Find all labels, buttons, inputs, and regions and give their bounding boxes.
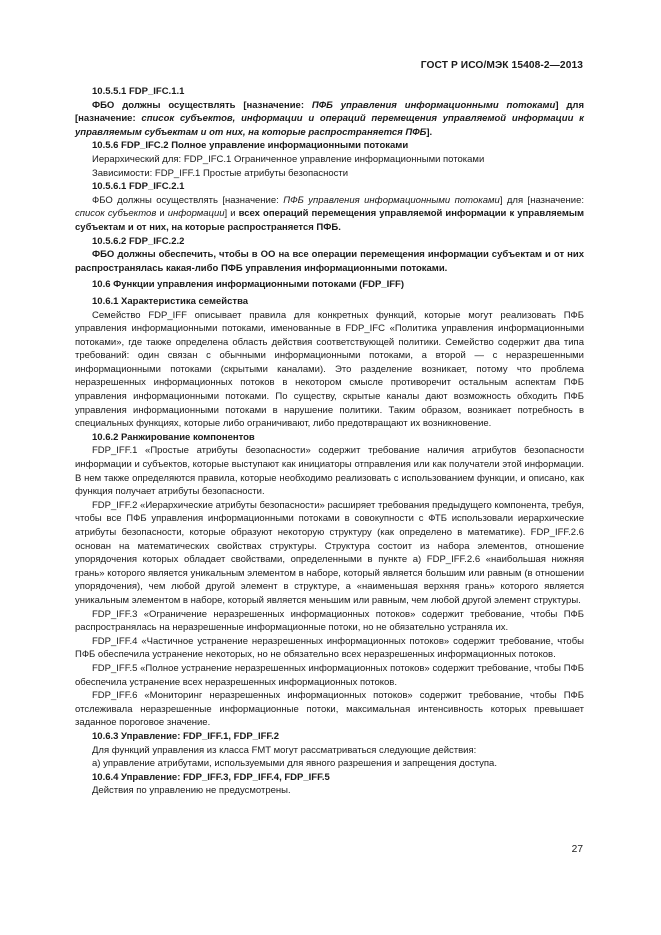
paragraph-fdp-ifc-2-2: ФБО должны обеспечить, чтобы в ОО на все операции перемещения информации субъектам и от них распространялась какая-либо ПФБ управления информационными потоками.	[75, 249, 584, 274]
list-item-management-a: а) управление атрибутами, используемыми для явного разрешения и запрещения доступа.	[92, 758, 497, 770]
paragraph-no-management: Действия по управлению не предусмотрены.	[92, 785, 291, 797]
paragraph-fdp-iff-4: FDP_IFF.4 «Частичное устранение неразрешенных информационных потоков» содержит требование, чтобы ПФБ обеспечила устранение некоторых, но не обязательно всех неразрешенных информационных потоков.	[75, 635, 584, 661]
paragraph-fdp-iff-3: FDP_IFF.3 «Ограничение неразрешенных информационных потоков» содержит требование, чтобы ПФБ распространялась на неразрешенные информационные потоки, но не обязательно устраняла их.	[75, 608, 584, 634]
paragraph-fdp-iff-5: FDP_IFF.5 «Полное устранение неразрешенных информационных потоков» содержит требование, чтобы ПФБ обеспечила устранение всех неразрешенных информационных потоков.	[75, 662, 584, 688]
heading-10-6-2: 10.6.2 Ранжирование компонентов	[92, 431, 255, 443]
page-number: 27	[571, 844, 583, 855]
dependencies-line: Зависимости: FDP_IFF.1 Простые атрибуты безопасности	[92, 167, 349, 179]
hierarchical-line: Иерархический для: FDP_IFC.1 Ограниченное управление информационными потоками	[92, 153, 485, 165]
heading-10-6-4: 10.6.4 Управление: FDP_IFF.3, FDP_IFF.4, FDP_IFF.5	[92, 771, 330, 783]
heading-10-6: 10.6 Функции управления информационными потоками (FDP_IFF)	[92, 279, 404, 291]
paragraph-management-intro: Для функций управления из класса FMT могут рассматриваться следующие действия:	[92, 744, 477, 756]
page-content	[75, 85, 584, 798]
paragraph-fdp-iff-1: FDP_IFF.1 «Простые атрибуты безопасности» содержит требование наличия атрибутов безопасности информации и субъектов, которые выступают как инициаторы отправления или как получатели этой информации. В нем также определяются правила, которые необходимо реализовать с использованием функции, и описано, как функция получает атрибуты безопасности.	[75, 445, 584, 498]
heading-10-5-5-1: 10.5.5.1 FDP_IFC.1.1	[92, 86, 185, 97]
heading-10-5-6-1: 10.5.6.1 FDP_IFC.2.1	[92, 181, 185, 193]
paragraph-fdp-iff-6: FDP_IFF.6 «Мониторинг неразрешенных информационных потоков» содержит требование, чтобы ПФБ отслеживала неразрешенные информационные потоки, максимальная интенсивность которых превышает заданное пороговое значение.	[75, 690, 584, 729]
paragraph-fdp-ifc-2-1: ФБО должны осуществлять [назначение: ПФБ управления информационными потоками] для [назначение: список субъектов и информации] и всех операций перемещения управляемой информации к управляемым субъектам и от них, на которые распространяется ПФБ.	[75, 194, 585, 233]
paragraph-fdp-ifc-1-1: ФБО должны осуществлять [назначение: ПФБ управления информационными потоками] для [назначение: список субъектов, информации и операций перемещения управляемой информации к управляемым субъектам и от них, на которые распространяется ПФБ].	[75, 99, 585, 138]
heading-10-6-3: 10.6.3 Управление: FDP_IFF.1, FDP_IFF.2	[92, 730, 280, 742]
heading-10-6-1: 10.6.1 Характеристика семейства	[92, 295, 249, 307]
heading-10-5-6-2: 10.5.6.2 FDP_IFC.2.2	[92, 235, 185, 247]
paragraph-fdp-iff-2: FDP_IFF.2 «Иерархические атрибуты безопасности» расширяет требования предыдущего компонента, требуя, чтобы все ПФБ управления информационными потоками в совокупности с ФТБ использовали иерархические атрибуты безопасности, которые образуют некоторую структуру (как определено в математике). FDP_IFF.2.6 основан на математических свойствах структуры. Структура состоит из набора элементов, отношение упорядочения которых обладает свойствами, определенными в пункте а) FDP_IFF.2.6 «наибольшая нижняя грань» которого является уникальным элементом в наборе, который является большим или равным (в отношении упорядочения), чем любой другой элемент в структуре, а «наименьшая верхняя грань» которого является уникальным элементом в наборе, который является меньшим или равным, чем любой другой элемент структуры.	[75, 499, 584, 606]
heading-10-5-6: 10.5.6 FDP_IFC.2 Полное управление информационными потоками	[92, 140, 409, 152]
paragraph-family-behaviour: Семейство FDP_IFF описывает правила для конкретных функций, которые могут реализовать ПФБ управления информационными потоками, именованные в FDP_IFC «Политика управления информационными потоками», где также определена область действия соответствующей политики. Семейство содержит два типа требований: один связан с обычными информационными потоками, а второй — с неразрешенными информационными потоками (скрытыми каналами). Это разделение возникает, потому что проблема неразрешенных информационных потоков в некотором смысле противоречит остальным аспектам ПФБ управления информационными потоками. По существу, скрытые каналы дают возможность обходить ПФБ управления информационными потоками в нарушение политики. Таким образом, возникает потребность в специальных функциях, которые либо ограничивают, либо предотвращают их возникновение.	[75, 309, 584, 430]
standard-header: ГОСТ Р ИСО/МЭК 15408-2—2013	[420, 60, 583, 71]
